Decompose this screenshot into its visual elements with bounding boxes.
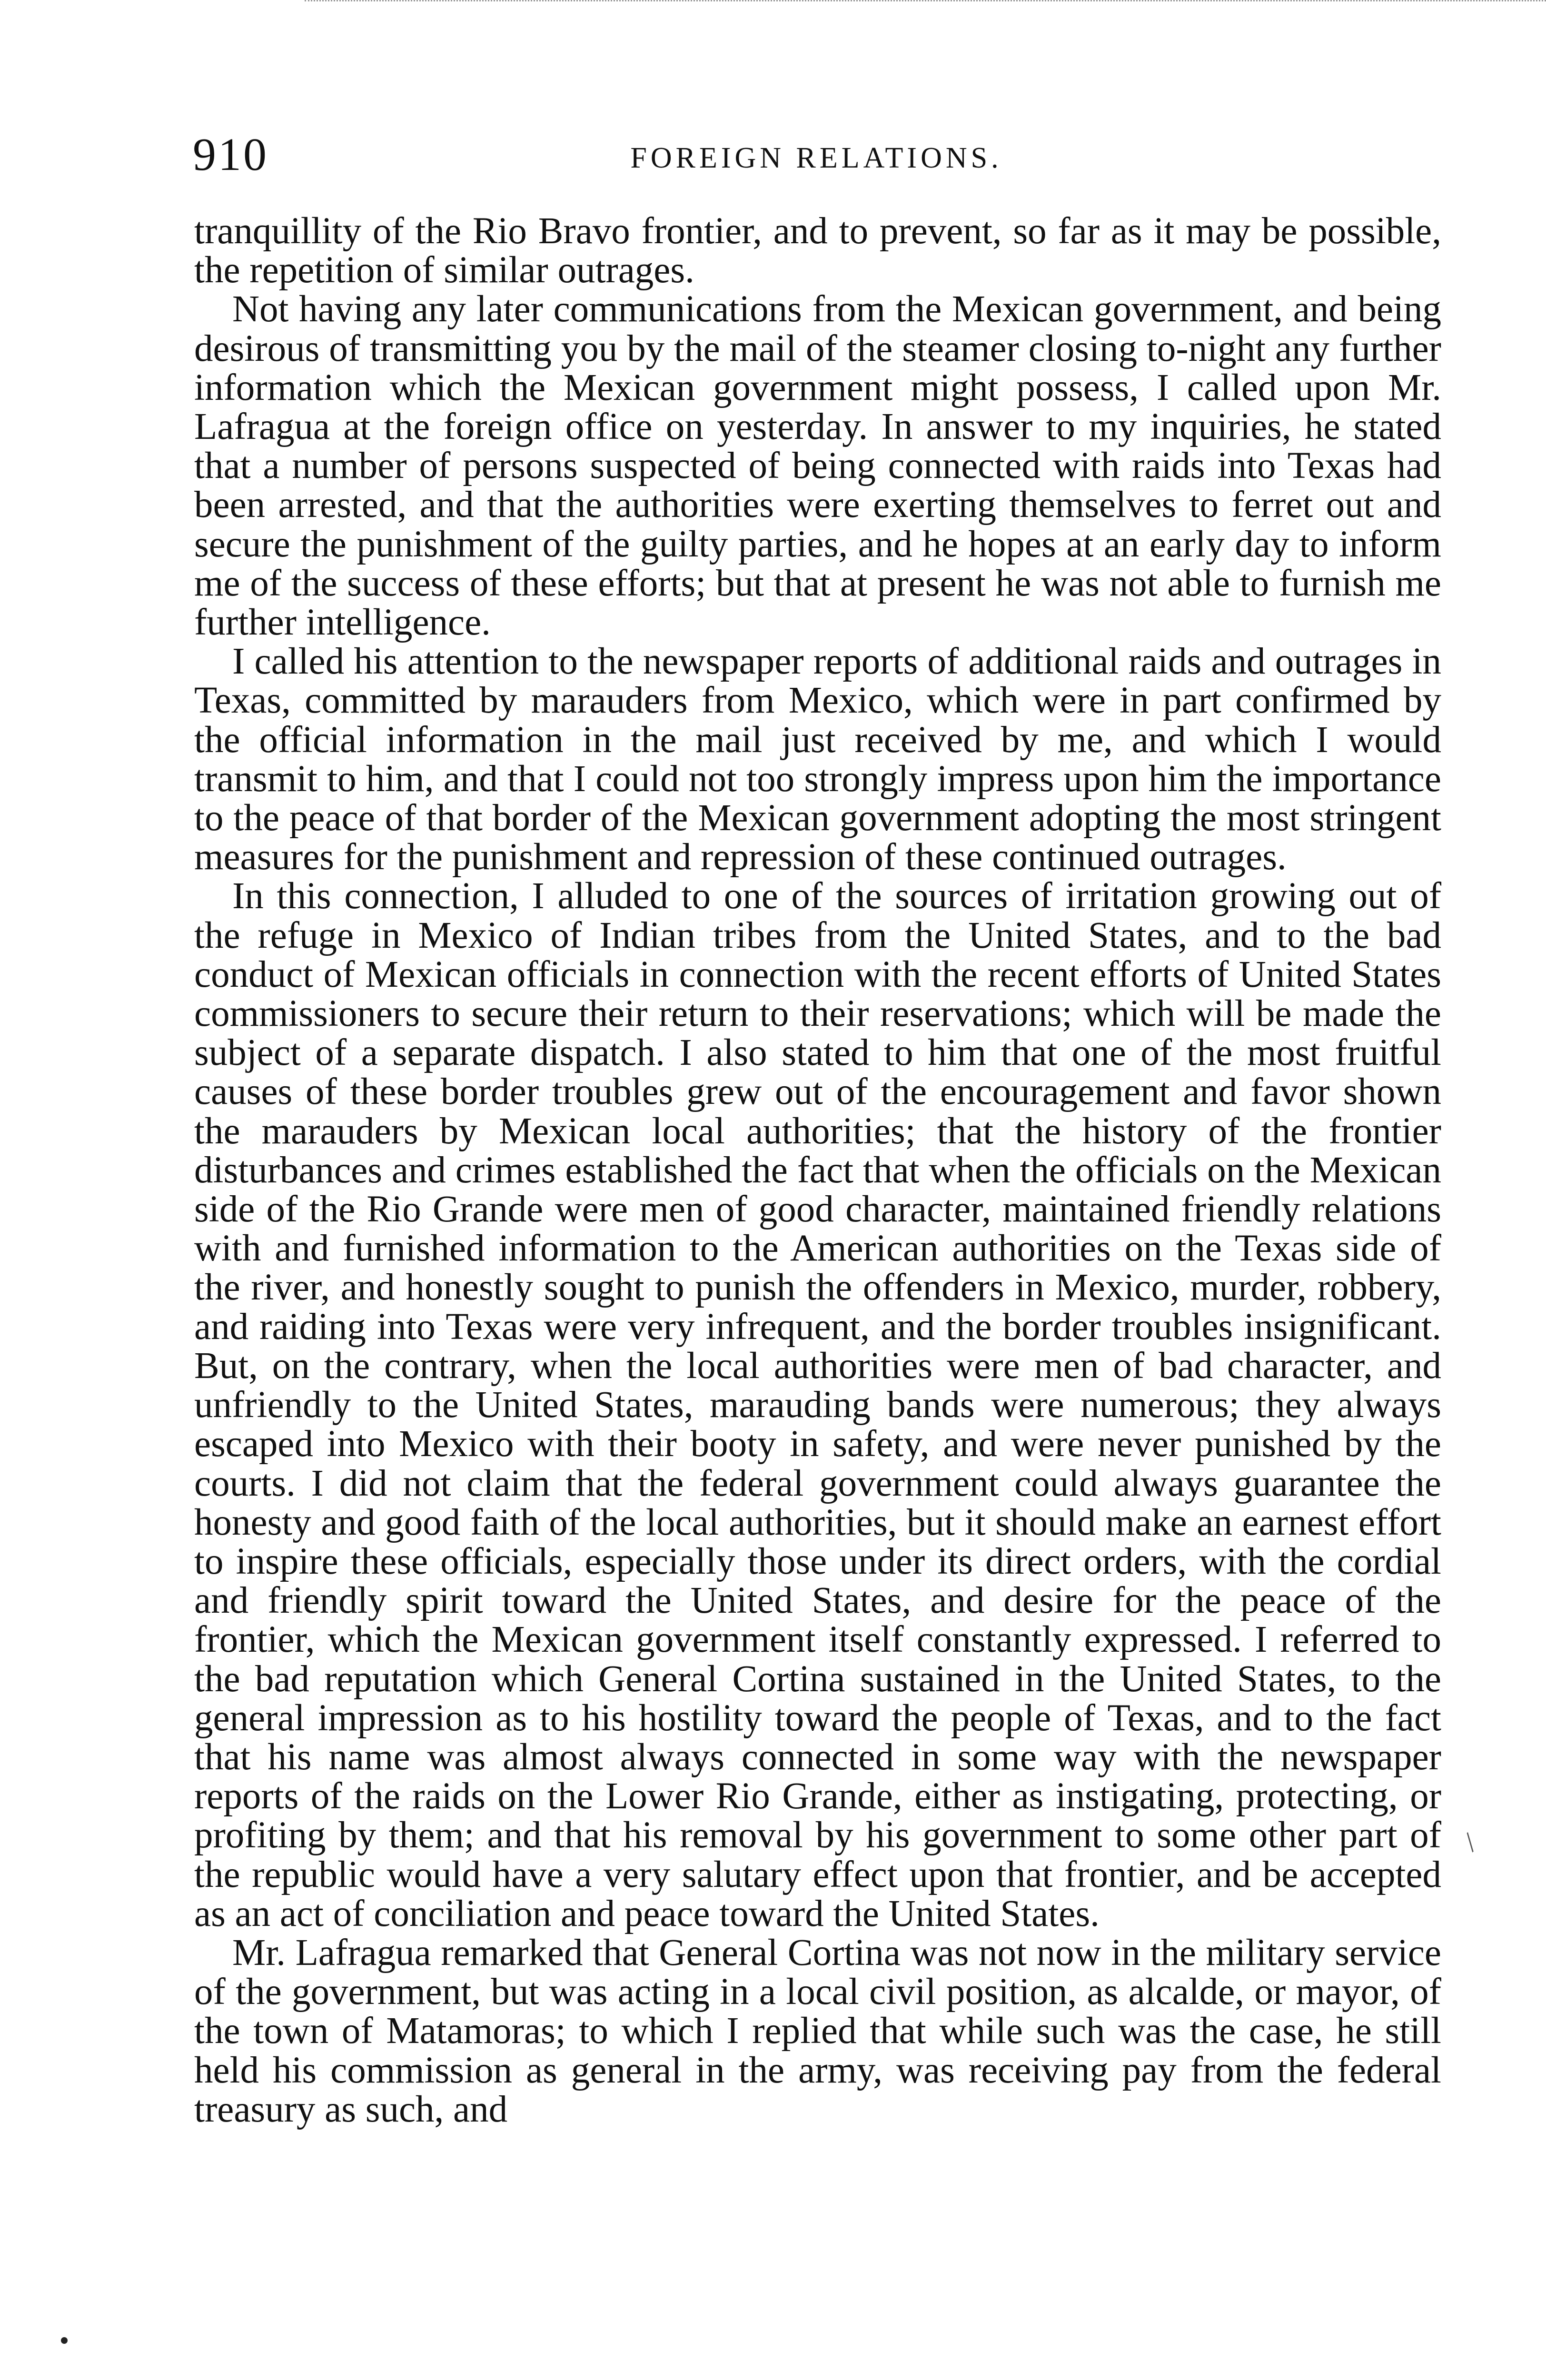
paragraph: Not having any later communications from the Mexican government, and being desirous of transmitting you by the mail of the steamer closing to-night any further information which the Mexican government might possess, I called upon Mr. Lafragua at the foreign office on yesterday. In answer to my inquiries, he stated that a number of persons suspected of being connected with raids into Texas had been arrested, and that the authorities were exerting themselves to ferret out and secure the punishment of the guilty parties, and he hopes at an early day to inform me of the success of these efforts; but that at present he was not able to furnish me further intelligence. (194, 288, 1441, 644)
paragraph: In this connection, I alluded to one of the sources of irritation growing out of the refuge in Mexico of Indian tribes from the United States, and to the bad conduct of Mexican officials in connection with the recent efforts of United States commissioners to secure their return to their reservations; which will be made the subject of a separate dispatch. I also stated to him that one of the most fruitful causes of these border troubles grew out of the encouragement and favor shown the marauders by Mexican local authorities; that the history of the frontier disturbances and crimes established the fact that when the officials on the Mexican side of the Rio Grande were men of good character, maintained friendly relations with and furnished information to the American authorities on the Texas side of the river, and honestly sought to punish the offenders in Mexico, murder, robbery, and raiding into Texas were very infrequent, and the border troubles insignificant. But, on the contrary, when the local authorities were men of bad character, and unfriendly to the United States, marauding bands were numerous; they always escaped into Mexico with their booty in safety, and were never punished by the courts. I did not claim that the federal government could always guarantee the honesty and good faith of the local authorities, but it should make an earnest effort to inspire these officials, especially those under its direct orders, with the cordial and friendly spirit toward the United States, and desire for the peace of the frontier, which the Mexican government itself constantly expressed. I referred to the bad reputation which General Cortina sustained in the United States, to the general impression as to his hostility toward the people of Texas, and to the fact that his name was almost always connected in some way with the newspaper reports of the raids on the Lower Rio Grande, either as instigating, protecting, or profiting by them; and that his removal by his government to some other part of the republic would have a very salutary effect upon that frontier, and be accepted as an act of conciliation and peace toward the United States. (194, 875, 1441, 1934)
body-text (194, 212, 1441, 2129)
margin-pencil-mark: / (1457, 1827, 1483, 1857)
top-edge-rule (305, 0, 1546, 4)
paragraph-continuation: tranquillity of the Rio Bravo frontier, and to prevent, so far as it may be possible, the repetition of similar outrages. (194, 210, 1441, 291)
paragraph: I called his attention to the newspaper reports of additional raids and outrages in Texas, committed by marauders from Mexico, which were in part confirmed by the official information in the mail just received by me, and which I would transmit to him, and that I could not too strongly impress upon him the importance to the peace of that border of the Mexican government adopting the most stringent measures for the punishment and repression of these continued outrages. (194, 641, 1441, 878)
running-head: FOREIGN RELATIONS. (630, 142, 1002, 174)
ink-speck (61, 2337, 68, 2344)
page-number: 910 (193, 129, 268, 180)
page-header (193, 129, 1440, 181)
paragraph: Mr. Lafragua remarked that General Cortina was not now in the military service of the government, but was acting in a local civil position, as alcalde, or mayor, of the town of Matamoras; to which I replied that while such was the case, he still held his commission as general in the army, was receiving pay from the federal treasury as such, and (194, 1932, 1441, 2130)
